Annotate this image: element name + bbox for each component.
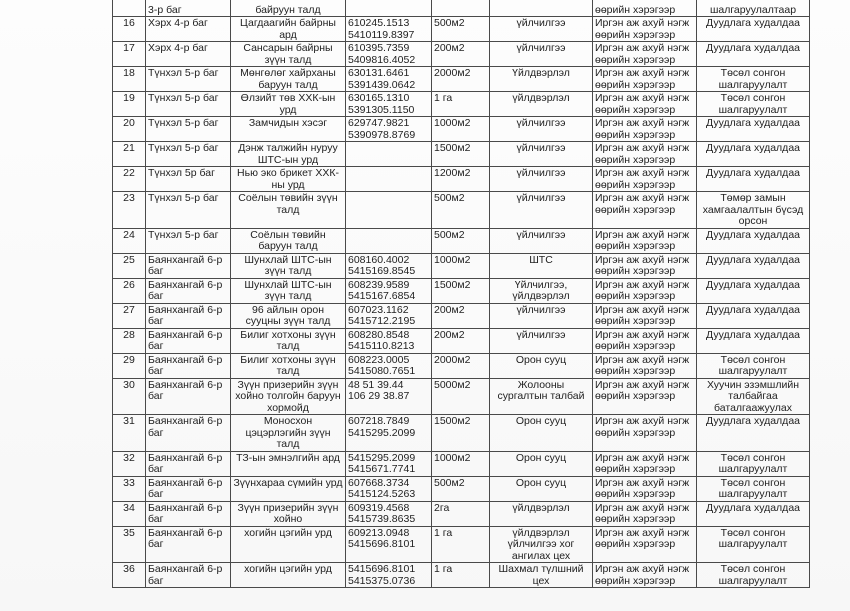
usage-cell: Орон сууц [490,451,593,476]
usage-cell: үйлчилгээ [490,192,593,229]
usage-cell: Орон сууц [490,415,593,452]
area-cell: 2000м2 [432,67,490,92]
coordinates-cell: 629747.9821 5390978.8769 [346,117,432,142]
row-number: 36 [113,563,146,588]
usage-cell: ШТС [490,253,593,278]
area-cell: 500м2 [432,228,490,253]
row-number: 29 [113,353,146,378]
description-cell: Билиг хотхоны зүүн талд [231,328,346,353]
status-cell: Төсөл сонгон шалгаруулалт [697,526,810,563]
description-cell: 96 айлын орон сууцны зүүн талд [231,303,346,328]
coordinates-cell: 608239.9589 5415167.6854 [346,278,432,303]
location-cell: Баянхангай 6-р баг [146,303,231,328]
row-number: 24 [113,228,146,253]
row-number: 21 [113,142,146,167]
row-number: 20 [113,117,146,142]
status-cell: Дуудлага худалдаа [697,501,810,526]
area-cell: 200м2 [432,42,490,67]
table-row [113,42,810,67]
usage-cell: үйлчилгээ [490,42,593,67]
location-cell: Түнхэл 5-р баг [146,92,231,117]
location-cell: Түнхэл 5-р баг [146,228,231,253]
coordinates-cell: 610395.7359 5409816.4052 [346,42,432,67]
owner-cell: Иргэн аж ахуй нэгж өөрийн хэрэгээр [593,42,697,67]
owner-cell: Иргэн аж ахуй нэгж өөрийн хэрэгээр [593,378,697,415]
usage-cell [490,0,593,17]
usage-cell: үйлчилгээ [490,17,593,42]
coordinates-cell: 610245.1513 5410119.8397 [346,17,432,42]
description-cell: Соёлын төвийн зүүн талд [231,192,346,229]
area-cell: 1500м2 [432,142,490,167]
area-cell: 1200м2 [432,167,490,192]
table-row [113,526,810,563]
description-cell: Шунхлай ШТС-ын зүүн талд [231,253,346,278]
table-row [113,142,810,167]
usage-cell: үйлчилгээ [490,167,593,192]
location-cell: Хэрх 4-р баг [146,42,231,67]
description-cell: Соёлын төвийн баруун талд [231,228,346,253]
row-number: 34 [113,501,146,526]
coordinates-cell [346,228,432,253]
row-number: 27 [113,303,146,328]
coordinates-cell [346,0,432,17]
owner-cell: Иргэн аж ахуй нэгж өөрийн хэрэгээр [593,228,697,253]
description-cell: Шунхлай ШТС-ын зүүн талд [231,278,346,303]
usage-cell: үйлчилгээ [490,228,593,253]
usage-cell: Жолооны сургалтын талбай [490,378,593,415]
description-cell: Билиг хотхоны зүүн талд [231,353,346,378]
status-cell: Дуудлага худалдаа [697,228,810,253]
owner-cell: Иргэн аж ахуй нэгж өөрийн хэрэгээр [593,92,697,117]
coordinates-cell: 608280.8548 5415110.8213 [346,328,432,353]
owner-cell: Иргэн аж ахуй нэгж өөрийн хэрэгээр [593,67,697,92]
table-row [113,353,810,378]
table-row [113,0,810,17]
owner-cell: Иргэн аж ахуй нэгж өөрийн хэрэгээр [593,353,697,378]
location-cell: Түнхэл 5-р баг [146,192,231,229]
description-cell: ТЗ-ын эмнэлгийн ард [231,451,346,476]
description-cell: Замчидын хэсэг [231,117,346,142]
status-cell: Дуудлага худалдаа [697,142,810,167]
area-cell [432,0,490,17]
area-cell: 1 га [432,563,490,588]
area-cell: 1500м2 [432,278,490,303]
row-number: 30 [113,378,146,415]
owner-cell: Иргэн аж ахуй нэгж өөрийн хэрэгээр [593,563,697,588]
table-row [113,563,810,588]
coordinates-cell: 5415295.2099 5415671.7741 [346,451,432,476]
coordinates-cell: 630165.1310 5391305.1150 [346,92,432,117]
coordinates-cell: 5415696.8101 5415375.0736 [346,563,432,588]
area-cell: 1 га [432,526,490,563]
usage-cell: Шахмал түлшний цех [490,563,593,588]
coordinates-cell: 630131.6461 5391439.0642 [346,67,432,92]
location-cell: Түнхэл 5р баг [146,167,231,192]
usage-cell: үйлчилгээ [490,303,593,328]
status-cell: Төсөл сонгон шалгаруулалт [697,353,810,378]
table-row [113,67,810,92]
owner-cell: Иргэн аж ахуй нэгж өөрийн хэрэгээр [593,167,697,192]
coordinates-cell: 48 51 39.44 106 29 38.87 [346,378,432,415]
area-cell: 1500м2 [432,415,490,452]
description-cell: Дэнж талжийн нуруу ШТС-ын урд [231,142,346,167]
usage-cell: Орон сууц [490,353,593,378]
table-row [113,278,810,303]
location-cell: Баянхангай 6-р баг [146,328,231,353]
description-cell: хогийн цэгийн урд [231,563,346,588]
owner-cell: өөрийн хэрэгээр [593,0,697,17]
row-number: 19 [113,92,146,117]
location-cell: Баянхангай 6-р баг [146,451,231,476]
row-number: 17 [113,42,146,67]
location-cell: 3-р баг [146,0,231,17]
table-row [113,378,810,415]
status-cell: Хуучин эзэмшлийн талбайгаа баталгаажуулах [697,378,810,415]
row-number: 35 [113,526,146,563]
status-cell: Дуудлага худалдаа [697,278,810,303]
description-cell: Цагдаагийн байрны ард [231,17,346,42]
coordinates-cell: 608223.0005 5415080.7651 [346,353,432,378]
table-row [113,501,810,526]
table-row [113,451,810,476]
table-row [113,117,810,142]
description-cell: Мөнгөлөг хайрханы баруун талд [231,67,346,92]
area-cell: 500м2 [432,17,490,42]
description-cell: Нью эко брикет ХХК-ны урд [231,167,346,192]
area-cell: 1000м2 [432,253,490,278]
status-cell: Төсөл сонгон шалгаруулалт [697,67,810,92]
table-row [113,17,810,42]
description-cell: Өлзийт төв ХХК-ын урд [231,92,346,117]
description-cell: Зүүн призерийн зүүн хойно толгойн баруун хормойд [231,378,346,415]
status-cell: Дуудлага худалдаа [697,303,810,328]
usage-cell: үйлдвэрлэл [490,92,593,117]
row-number: 26 [113,278,146,303]
status-cell: Төсөл сонгон шалгаруулалт [697,92,810,117]
status-cell: Дуудлага худалдаа [697,117,810,142]
area-cell: 5000м2 [432,378,490,415]
area-cell: 1000м2 [432,451,490,476]
usage-cell: үйлчилгээ [490,142,593,167]
status-cell: Төсөл сонгон шалгаруулалт [697,476,810,501]
location-cell: Баянхангай 6-р баг [146,353,231,378]
table-row [113,192,810,229]
location-cell: Баянхангай 6-р баг [146,476,231,501]
owner-cell: Иргэн аж ахуй нэгж өөрийн хэрэгээр [593,192,697,229]
status-cell: Дуудлага худалдаа [697,415,810,452]
table-row [113,253,810,278]
table-body [113,0,810,588]
area-cell: 2000м2 [432,353,490,378]
status-cell: Дуудлага худалдаа [697,167,810,192]
location-cell: Түнхэл 5-р баг [146,142,231,167]
owner-cell: Иргэн аж ахуй нэгж өөрийн хэрэгээр [593,253,697,278]
owner-cell: Иргэн аж ахуй нэгж өөрийн хэрэгээр [593,476,697,501]
owner-cell: Иргэн аж ахуй нэгж өөрийн хэрэгээр [593,451,697,476]
coordinates-cell: 609213.0948 5415696.8101 [346,526,432,563]
description-cell: Сансарын байрны зүүн талд [231,42,346,67]
location-cell: Баянхангай 6-р баг [146,253,231,278]
area-cell: 1 га [432,92,490,117]
owner-cell: Иргэн аж ахуй нэгж өөрийн хэрэгээр [593,303,697,328]
owner-cell: Иргэн аж ахуй нэгж өөрийн хэрэгээр [593,278,697,303]
usage-cell: Үйлчилгээ, үйлдвэрлэл [490,278,593,303]
area-cell: 1000м2 [432,117,490,142]
area-cell: 200м2 [432,303,490,328]
row-number: 18 [113,67,146,92]
coordinates-cell [346,192,432,229]
owner-cell: Иргэн аж ахуй нэгж өөрийн хэрэгээр [593,526,697,563]
owner-cell: Иргэн аж ахуй нэгж өөрийн хэрэгээр [593,328,697,353]
table-row [113,167,810,192]
usage-cell: үйлдвэрлэл үйлчилгээ хог ангилах цех [490,526,593,563]
description-cell: Моносхон цэцэрлэгийн зүүн талд [231,415,346,452]
area-cell: 500м2 [432,476,490,501]
status-cell: Төсөл сонгон шалгаруулалт [697,451,810,476]
coordinates-cell: 609319.4568 5415739.8635 [346,501,432,526]
owner-cell: Иргэн аж ахуй нэгж өөрийн хэрэгээр [593,415,697,452]
area-cell: 200м2 [432,328,490,353]
location-cell: Түнхэл 5-р баг [146,117,231,142]
status-cell: Төмөр замын хамгаалалтын бүсэд орсон [697,192,810,229]
row-number: 33 [113,476,146,501]
status-cell: Дуудлага худалдаа [697,253,810,278]
location-cell: Баянхангай 6-р баг [146,526,231,563]
row-number [113,0,146,17]
area-cell: 500м2 [432,192,490,229]
location-cell: Баянхангай 6-р баг [146,563,231,588]
status-cell: Дуудлага худалдаа [697,42,810,67]
status-cell: Дуудлага худалдаа [697,328,810,353]
row-number: 23 [113,192,146,229]
row-number: 16 [113,17,146,42]
status-cell: Төсөл сонгон шалгаруулалт [697,563,810,588]
coordinates-cell: 607668.3734 5415124.5263 [346,476,432,501]
status-cell: Дуудлага худалдаа [697,17,810,42]
coordinates-cell: 607218.7849 5415295.2099 [346,415,432,452]
area-cell: 2га [432,501,490,526]
row-number: 28 [113,328,146,353]
usage-cell: үйлчилгээ [490,328,593,353]
row-number: 25 [113,253,146,278]
owner-cell: Иргэн аж ахуй нэгж өөрийн хэрэгээр [593,117,697,142]
usage-cell: Үйлдвэрлэл [490,67,593,92]
table-row [113,476,810,501]
location-cell: Баянхангай 6-р баг [146,278,231,303]
owner-cell: Иргэн аж ахуй нэгж өөрийн хэрэгээр [593,142,697,167]
status-cell: шалгаруулалтаар [697,0,810,17]
table-row [113,303,810,328]
table-row [113,415,810,452]
usage-cell: үйлчилгээ [490,117,593,142]
description-cell: Зүүнхараа сүмийн урд [231,476,346,501]
description-cell: хогийн цэгийн урд [231,526,346,563]
location-cell: Түнхэл 5-р баг [146,67,231,92]
coordinates-cell [346,142,432,167]
usage-cell: Орон сууц [490,476,593,501]
row-number: 31 [113,415,146,452]
owner-cell: Иргэн аж ахуй нэгж өөрийн хэрэгээр [593,501,697,526]
owner-cell: Иргэн аж ахуй нэгж өөрийн хэрэгээр [593,17,697,42]
description-cell: Зүүн призерийн зүүн хойно [231,501,346,526]
table-row [113,228,810,253]
location-cell: Баянхангай 6-р баг [146,415,231,452]
row-number: 32 [113,451,146,476]
usage-cell: үйлдвэрлэл [490,501,593,526]
coordinates-cell: 607023.1162 5415712.2195 [346,303,432,328]
description-cell: байруун талд [231,0,346,17]
location-cell: Баянхангай 6-р баг [146,501,231,526]
table-row [113,328,810,353]
coordinates-cell [346,167,432,192]
table-row [113,92,810,117]
coordinates-cell: 608160.4002 5415169.8545 [346,253,432,278]
location-cell: Хэрх 4-р баг [146,17,231,42]
row-number: 22 [113,167,146,192]
land-allocation-table [112,0,810,588]
location-cell: Баянхангай 6-р баг [146,378,231,415]
